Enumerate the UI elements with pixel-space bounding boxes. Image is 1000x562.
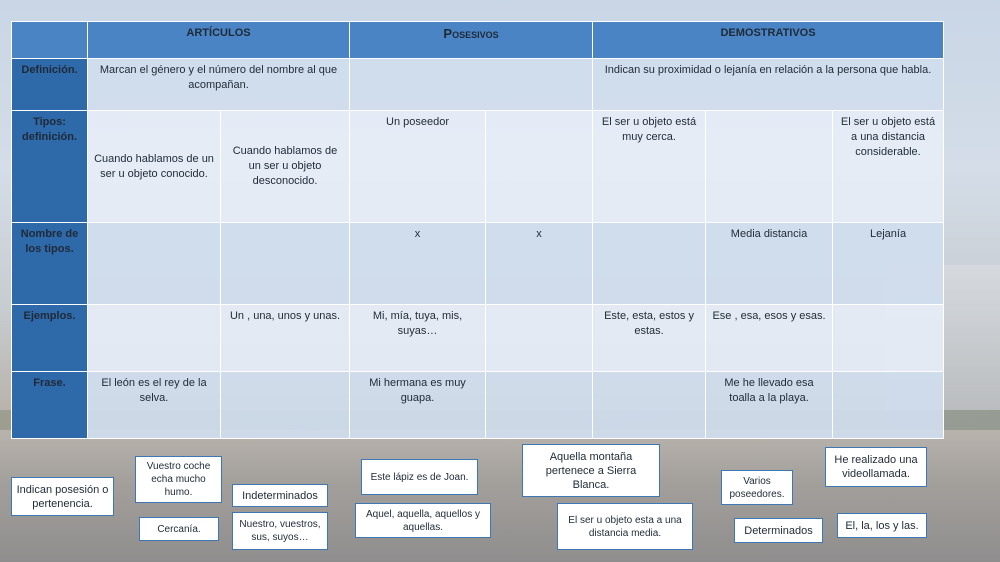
tile-videollamada[interactable]: He realizado una videollamada.	[825, 447, 927, 487]
tile-posesion[interactable]: Indican posesión o pertenencia.	[11, 477, 114, 516]
drop-cell-nombre-7[interactable]: Lejanía	[833, 223, 944, 305]
drop-cell-tipos-6[interactable]	[706, 111, 833, 223]
header-corner	[12, 22, 88, 59]
drop-cell-nombre-1[interactable]	[88, 223, 221, 305]
drop-cell-nombre-6[interactable]: Media distancia	[706, 223, 833, 305]
drop-cell-ejemplos-7[interactable]	[833, 305, 944, 372]
drop-cell-ejemplos-2[interactable]: Un , una, unos y unas.	[221, 305, 350, 372]
drop-cell-frase-4[interactable]	[486, 372, 593, 439]
row-label-tipos: Tipos: definición.	[12, 111, 88, 223]
row-tipos	[12, 111, 944, 223]
drop-cell-tipos-1[interactable]: Cuando hablamos de un ser u objeto conocido.	[88, 111, 221, 223]
tile-montana[interactable]: Aquella montaña pertenece a Sierra Blanca.	[522, 444, 660, 497]
drop-cell-frase-1[interactable]: El león es el rey de la selva.	[88, 372, 221, 439]
drop-cell-ejemplos-5[interactable]: Este, esta, estos y estas.	[593, 305, 706, 372]
tile-el-la[interactable]: El, la, los y las.	[837, 513, 927, 538]
drop-cell-frase-6[interactable]: Me he llevado esa toalla a la playa.	[706, 372, 833, 439]
header-demostrativos: DEMOSTRATIVOS	[593, 22, 944, 59]
drop-cell-frase-3[interactable]: Mi hermana es muy guapa.	[350, 372, 486, 439]
row-label-nombre: Nombre de los tipos.	[12, 223, 88, 305]
header-posesivos: Posesivos	[350, 22, 593, 59]
tile-vuestro-coche[interactable]: Vuestro coche echa mucho humo.	[135, 456, 222, 503]
drop-cell-tipos-5[interactable]: El ser u objeto está muy cerca.	[593, 111, 706, 223]
row-label-frase: Frase.	[12, 372, 88, 439]
drop-cell-frase-5[interactable]	[593, 372, 706, 439]
drop-cell-nombre-3[interactable]: x	[350, 223, 486, 305]
header-row	[12, 22, 944, 59]
row-nombre	[12, 223, 944, 305]
header-articulos: ARTÍCULOS	[88, 22, 350, 59]
tile-indeterminados[interactable]: Indeterminados	[232, 484, 328, 507]
drop-cell-tipos-3[interactable]: Un poseedor	[350, 111, 486, 223]
drop-cell-ejemplos-3[interactable]: Mi, mía, tuya, mis, suyas…	[350, 305, 486, 372]
row-definicion	[12, 59, 944, 111]
tile-media[interactable]: El ser u objeto esta a una distancia media.	[557, 503, 693, 550]
tile-cercania[interactable]: Cercanía.	[139, 517, 219, 541]
drop-cell-ejemplos-6[interactable]: Ese , esa, esos y esas.	[706, 305, 833, 372]
row-label-ejemplos: Ejemplos.	[12, 305, 88, 372]
tile-lapiz[interactable]: Este lápiz es de Joan.	[361, 459, 478, 495]
drop-cell-definicion-demostrativos[interactable]: Indican su proximidad o lejanía en relación a la persona que habla.	[593, 59, 944, 111]
row-ejemplos	[12, 305, 944, 372]
drop-cell-definicion-articulos[interactable]: Marcan el género y el número del nombre al que acompañan.	[88, 59, 350, 111]
drop-cell-definicion-posesivos[interactable]	[350, 59, 593, 111]
drop-cell-nombre-5[interactable]	[593, 223, 706, 305]
drop-cell-frase-7[interactable]	[833, 372, 944, 439]
row-label-definicion: Definición.	[12, 59, 88, 111]
row-frase	[12, 372, 944, 439]
tile-determinados[interactable]: Determinados	[734, 518, 823, 543]
tile-aquel[interactable]: Aquel, aquella, aquellos y aquellas.	[355, 503, 491, 538]
drop-cell-nombre-4[interactable]: x	[486, 223, 593, 305]
drop-cell-tipos-4[interactable]	[486, 111, 593, 223]
drop-cell-ejemplos-1[interactable]	[88, 305, 221, 372]
drop-cell-tipos-2[interactable]: Cuando hablamos de un ser u objeto desconocido.	[221, 111, 350, 223]
tile-nuestro[interactable]: Nuestro, vuestros, sus, suyos…	[232, 512, 328, 550]
tile-varios[interactable]: Varios poseedores.	[721, 470, 793, 505]
drop-cell-nombre-2[interactable]	[221, 223, 350, 305]
drop-cell-tipos-7[interactable]: El ser u objeto está a una distancia considerable.	[833, 111, 944, 223]
classification-table	[11, 21, 944, 439]
drop-cell-frase-2[interactable]	[221, 372, 350, 439]
drop-cell-ejemplos-4[interactable]	[486, 305, 593, 372]
